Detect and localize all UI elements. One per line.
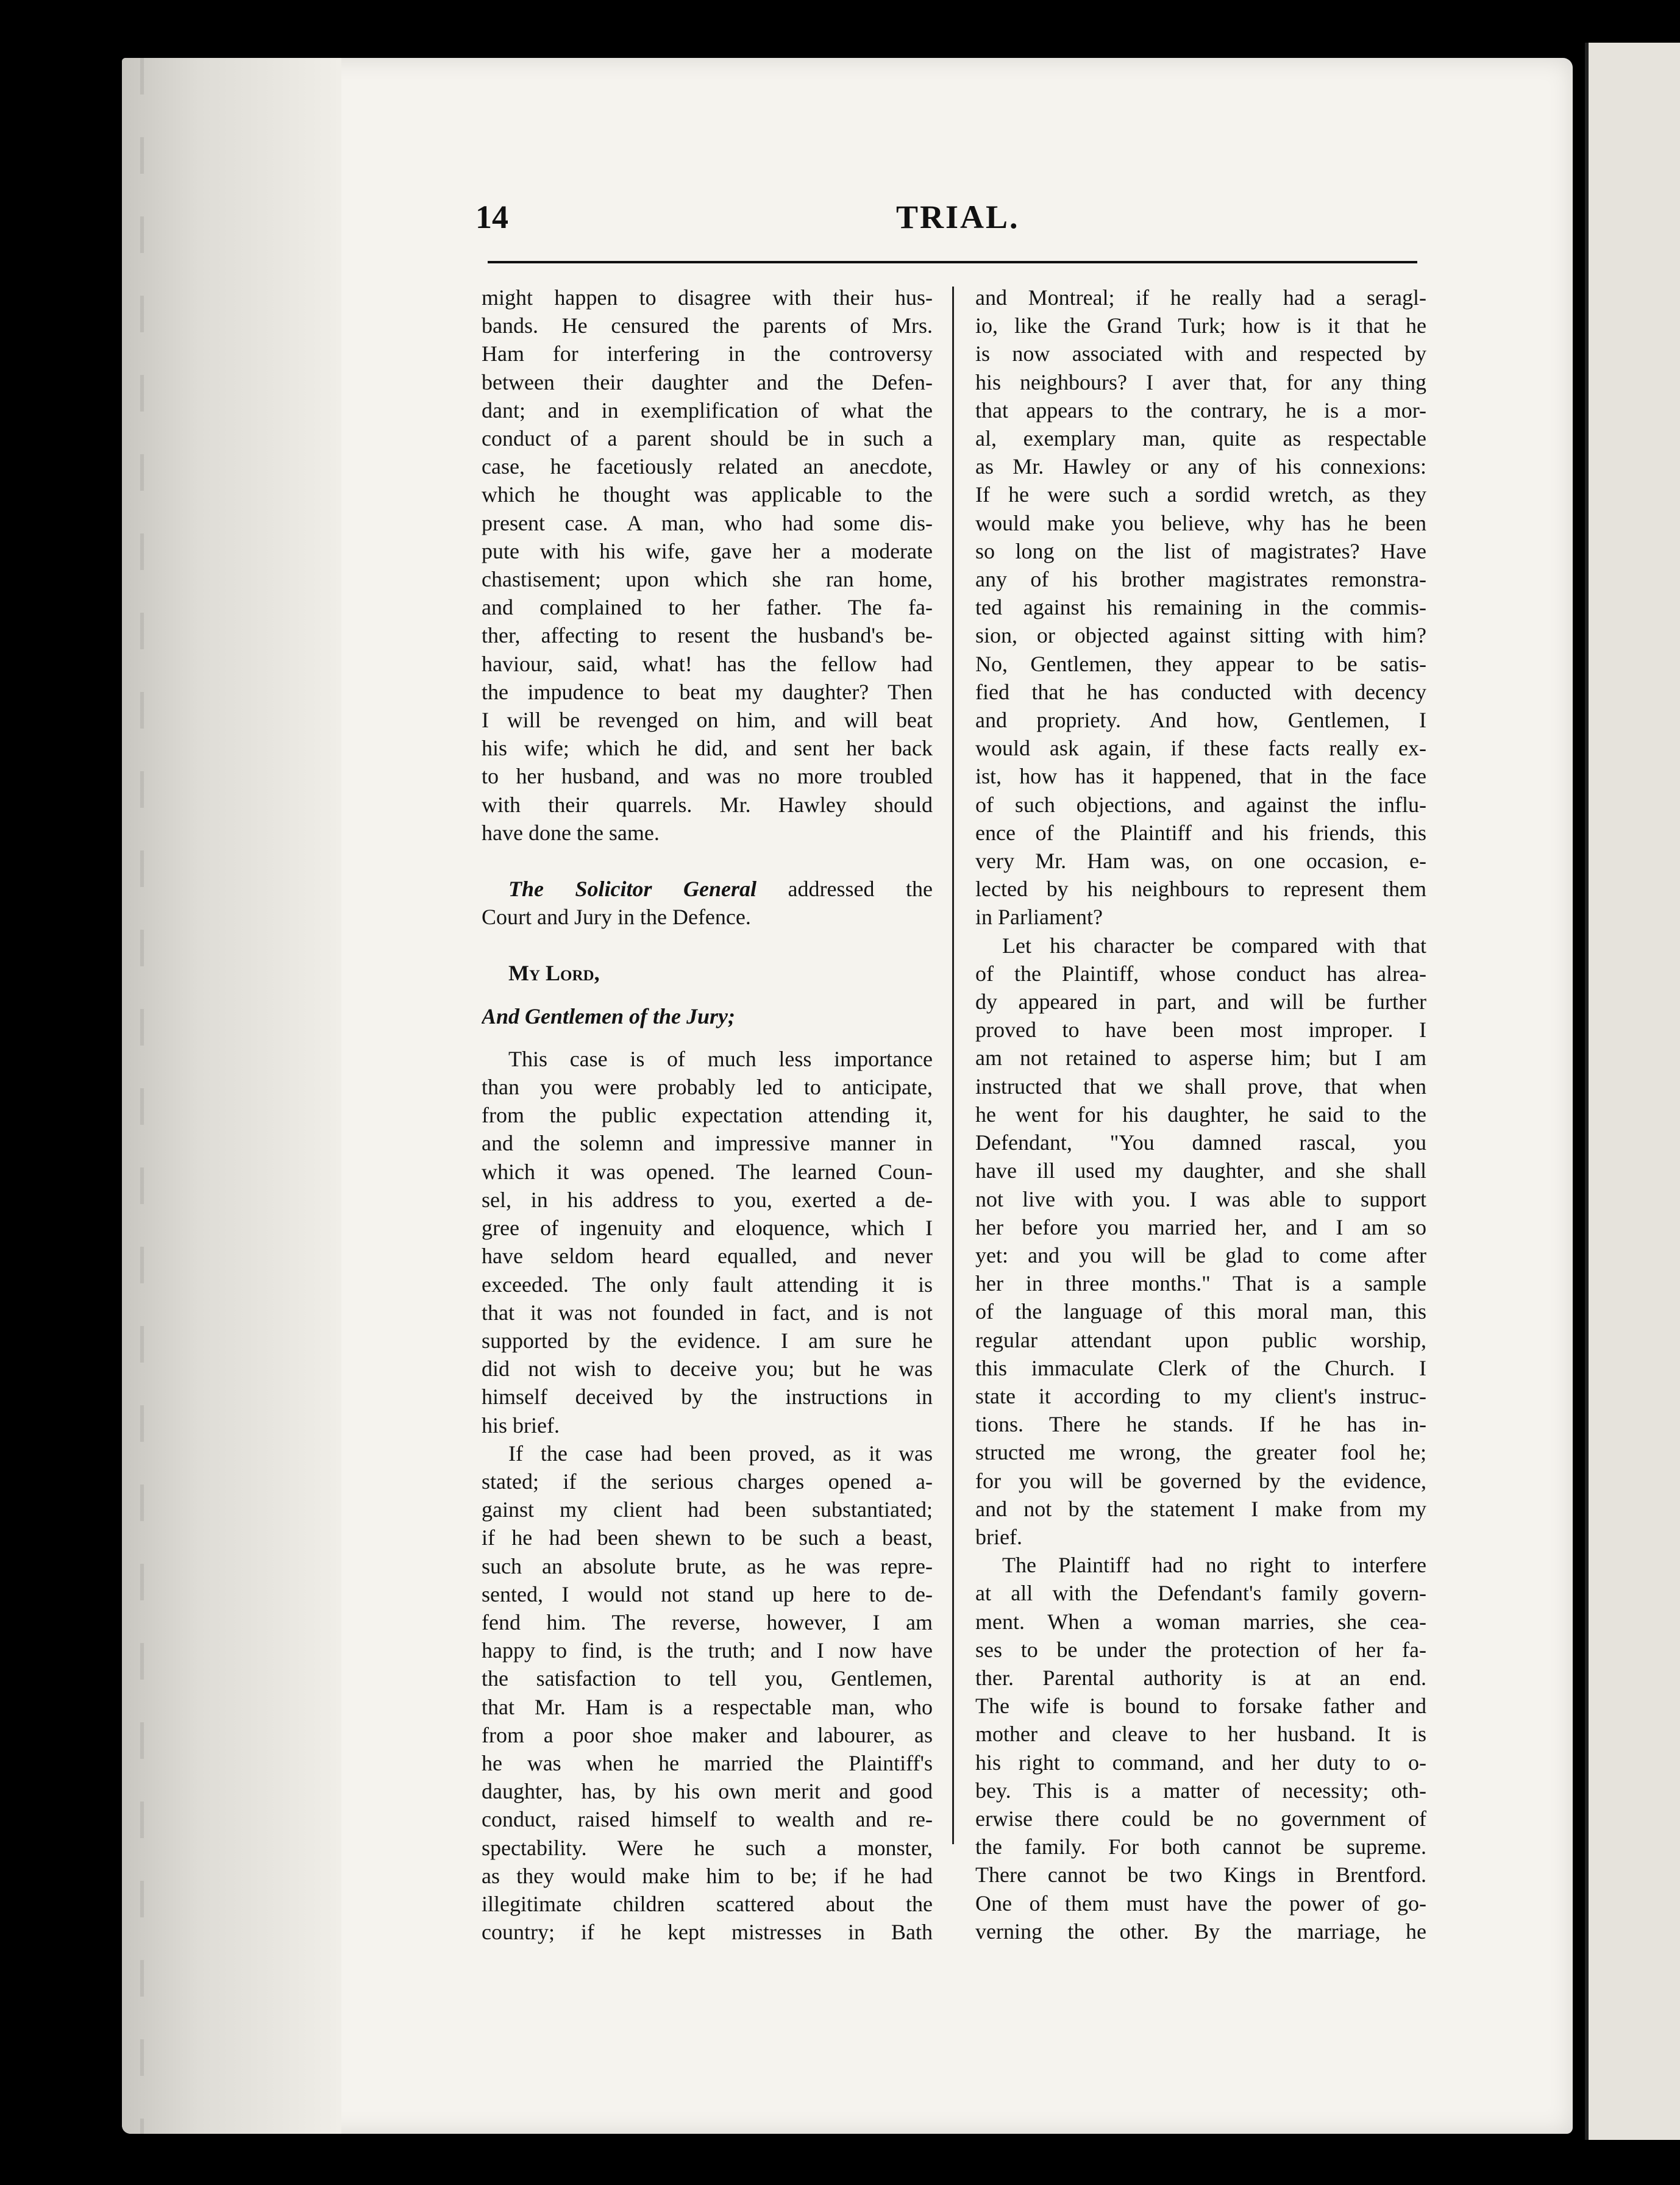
- text-line: have done the same.: [482, 820, 660, 845]
- text-line: brief.: [975, 1524, 1022, 1549]
- text-line: and complained to her father. The fa-: [482, 595, 933, 620]
- running-title: TRIAL.: [896, 199, 1020, 235]
- text-line: the family. For both cannot be supreme.: [975, 1834, 1426, 1859]
- text-line: at all with the Defendant's family govern-: [975, 1581, 1426, 1606]
- text-line: fied that he has conducted with decency: [975, 679, 1426, 704]
- text-line: proved to have been most improper. I: [975, 1018, 1426, 1043]
- text-line: io, like the Grand Turk; how is it that he: [975, 313, 1426, 338]
- text-line: regular attendant upon public worship,: [975, 1327, 1426, 1352]
- text-line: that it was not founded in fact, and is not: [482, 1300, 933, 1325]
- text-line: might happen to disagree with their hus-: [482, 285, 933, 310]
- text-line: Ham for interfering in the controversy: [482, 341, 933, 366]
- text-line: as Mr. Hawley or any of his connexions:: [975, 454, 1426, 479]
- text-line: have ill used my daughter, and she shall: [975, 1158, 1426, 1183]
- text-line: to her husband, and was no more troubled: [482, 764, 933, 789]
- paragraph-gap: [482, 847, 933, 875]
- text-line: any of his brother magistrates remonstra-: [975, 567, 1426, 592]
- text-line: ment. When a woman marries, she cea-: [975, 1609, 1426, 1634]
- text-line: lected by his neighbours to represent them: [975, 877, 1426, 902]
- text-line: between their daughter and the Defen-: [482, 369, 933, 394]
- text-line: am not retained to asperse him; but I am: [975, 1046, 1426, 1071]
- text-line: haviour, said, what! has the fellow had: [482, 651, 933, 676]
- text-line: her before you married her, and I am so: [975, 1214, 1426, 1239]
- text-line: which he thought was applicable to the: [482, 482, 933, 507]
- text-line: ses to be under the protection of her fa-: [975, 1637, 1426, 1662]
- paragraph-gap: [482, 988, 933, 1002]
- text-line: chastisement; upon which she ran home,: [482, 567, 933, 592]
- text-line: did not wish to deceive you; but he was: [482, 1356, 933, 1381]
- text-line: gree of ingenuity and eloquence, which I: [482, 1216, 933, 1241]
- page-number: 14: [475, 199, 508, 235]
- text-line: the impudence to beat my daughter? Then: [482, 679, 933, 704]
- text-line: My Lord,: [508, 961, 600, 986]
- text-line: present case. A man, who had some dis-: [482, 510, 933, 535]
- text-line: is now associated with and respected by: [975, 341, 1426, 366]
- text-line: himself deceived by the instructions in: [482, 1385, 933, 1410]
- text-line: his wife; which he did, and sent her back: [482, 736, 933, 761]
- text-line: ted against his remaining in the commis-: [975, 595, 1426, 620]
- text-line: This case is of much less importance: [508, 1046, 933, 1071]
- speaker-name: The Solicitor General: [508, 877, 757, 902]
- right-text-column: [975, 283, 1426, 1945]
- text-line: and Montreal; if he really had a seragl-: [975, 285, 1426, 310]
- text-line: Court and Jury in the Defence.: [482, 905, 751, 930]
- text-line: instructed that we shall prove, that when: [975, 1074, 1426, 1099]
- text-line: this immaculate Clerk of the Church. I: [975, 1355, 1426, 1380]
- text-line: he went for his daughter, he said to the: [975, 1102, 1426, 1127]
- page-fold-edge: [122, 58, 341, 2134]
- text-line: which it was opened. The learned Coun-: [482, 1159, 933, 1184]
- text-line: dy appeared in part, and will be further: [975, 989, 1426, 1014]
- text-line: from a poor shoe maker and labourer, as: [482, 1722, 933, 1747]
- text-line: and propriety. And how, Gentlemen, I: [975, 708, 1426, 733]
- text-line: verning the other. By the marriage, he: [975, 1919, 1426, 1944]
- adjacent-page-edge: [1585, 43, 1680, 2140]
- text-line: ther. Parental authority is at an end.: [975, 1665, 1426, 1690]
- text-line: ence of the Plaintiff and his friends, this: [975, 820, 1426, 845]
- text-line: bey. This is a matter of necessity; oth-: [975, 1778, 1426, 1803]
- text-line: sion, or objected against sitting with him?: [975, 623, 1426, 648]
- text-line: yet: and you will be glad to come after: [975, 1242, 1426, 1267]
- page-header: [475, 198, 1426, 247]
- text-line: of the language of this moral man, this: [975, 1299, 1426, 1324]
- text-line: would make you believe, why has he been: [975, 510, 1426, 535]
- text-line: happy to find, is the truth; and I now have: [482, 1638, 933, 1663]
- text-line: daughter, has, by his own merit and good: [482, 1779, 933, 1804]
- text-line: The wife is bound to forsake father and: [975, 1694, 1426, 1719]
- text-line: And Gentlemen of the Jury;: [482, 1003, 736, 1028]
- text-line: case, he facetiously related an anecdote,: [482, 454, 933, 479]
- text-line: from the public expectation attending it,: [482, 1103, 933, 1128]
- text-line: ther, affecting to resent the husband's be-: [482, 623, 933, 648]
- text-line: conduct, raised himself to wealth and re-: [482, 1807, 933, 1832]
- text-line: ist, how has it happened, that in the face: [975, 764, 1426, 789]
- text-line: for you will be governed by the evidence,: [975, 1468, 1426, 1493]
- text-line: If the case had been proved, as it was: [508, 1441, 933, 1466]
- text-line: The Plaintiff had no right to interfere: [1002, 1553, 1426, 1578]
- text-line: sel, in his address to you, exerted a de-: [482, 1187, 933, 1212]
- text-line: fend him. The reverse, however, I am: [482, 1609, 933, 1634]
- column-divider: [952, 287, 954, 1844]
- left-text-column: [482, 283, 933, 1946]
- text-line: exceeded. The only fault attending it is: [482, 1272, 933, 1297]
- text-line: with their quarrels. Mr. Hawley should: [482, 792, 933, 817]
- text-line: of such objections, and against the influ-: [975, 792, 1426, 817]
- text-line: if he had been shewn to be such a beast,: [482, 1525, 933, 1550]
- text-line: very Mr. Ham was, on one occasion, e-: [975, 849, 1426, 874]
- text-line: not live with you. I was able to support: [975, 1186, 1426, 1211]
- text-line: in Parliament?: [975, 905, 1103, 930]
- text-line: If he were such a sordid wretch, as they: [975, 482, 1426, 507]
- text-line: tions. There he stands. If he has in-: [975, 1412, 1426, 1437]
- text-line: I will be revenged on him, and will beat: [482, 708, 933, 733]
- text-line: his brief.: [482, 1413, 560, 1438]
- text-line: country; if he kept mistresses in Bath: [482, 1920, 933, 1945]
- text-line: sented, I would not stand up here to de-: [482, 1581, 933, 1606]
- text-line: stated; if the serious charges opened a-: [482, 1469, 933, 1494]
- text-line: the satisfaction to tell you, Gentlemen,: [482, 1666, 933, 1691]
- text-line: would ask again, if these facts really ex-: [975, 736, 1426, 761]
- text-line: conduct of a parent should be in such a: [482, 426, 933, 451]
- text-line: No, Gentlemen, they appear to be satis-: [975, 651, 1426, 676]
- text-line: his neighbours? I aver that, for any thing: [975, 369, 1426, 394]
- text-line: that appears to the contrary, he is a mor-: [975, 397, 1426, 422]
- header-rule: [488, 261, 1417, 263]
- text-line: spectability. Were he such a monster,: [482, 1835, 933, 1860]
- text-line: The Solicitor General addressed the: [508, 877, 933, 902]
- text-line: mother and cleave to her husband. It is: [975, 1722, 1426, 1747]
- text-line: of the Plaintiff, whose conduct has alrea-: [975, 961, 1426, 986]
- text-line: erwise there could be no government of: [975, 1806, 1426, 1831]
- paragraph-gap: [482, 931, 933, 959]
- text-line: that Mr. Ham is a respectable man, who: [482, 1694, 933, 1719]
- text-line: and the solemn and impressive manner in: [482, 1131, 933, 1156]
- text-line: so long on the list of magistrates? Have: [975, 538, 1426, 563]
- text-line: than you were probably led to anticipate,: [482, 1075, 933, 1100]
- text-line: There cannot be two Kings in Brentford.: [975, 1862, 1426, 1887]
- paragraph-gap: [482, 1030, 933, 1045]
- text-line: as they would make him to be; if he had: [482, 1863, 933, 1888]
- text-line: such an absolute brute, as he was repre-: [482, 1553, 933, 1578]
- text-line: he was when he married the Plaintiff's: [482, 1750, 933, 1775]
- text-line: One of them must have the power of go-: [975, 1891, 1426, 1916]
- text-line: Let his character be compared with that: [1002, 933, 1426, 958]
- text-line: state it according to my client's instruc-: [975, 1383, 1426, 1408]
- text-line: structed me wrong, the greater fool he;: [975, 1440, 1426, 1465]
- text-line: Defendant, "You damned rascal, you: [975, 1130, 1426, 1155]
- text-line: have seldom heard equalled, and never: [482, 1244, 933, 1269]
- text-line: supported by the evidence. I am sure he: [482, 1328, 933, 1353]
- text-line: dant; and in exemplification of what the: [482, 397, 933, 422]
- text-line: illegitimate children scattered about the: [482, 1891, 933, 1916]
- text-line: bands. He censured the parents of Mrs.: [482, 313, 933, 338]
- text-line: pute with his wife, gave her a moderate: [482, 538, 933, 563]
- text-line: her in three months." That is a sample: [975, 1271, 1426, 1296]
- text-line: al, exemplary man, quite as respectable: [975, 426, 1426, 451]
- text-line: and not by the statement I make from my: [975, 1496, 1426, 1521]
- text-line: gainst my client had been substantiated;: [482, 1497, 933, 1522]
- text-line: his right to command, and her duty to o-: [975, 1750, 1426, 1775]
